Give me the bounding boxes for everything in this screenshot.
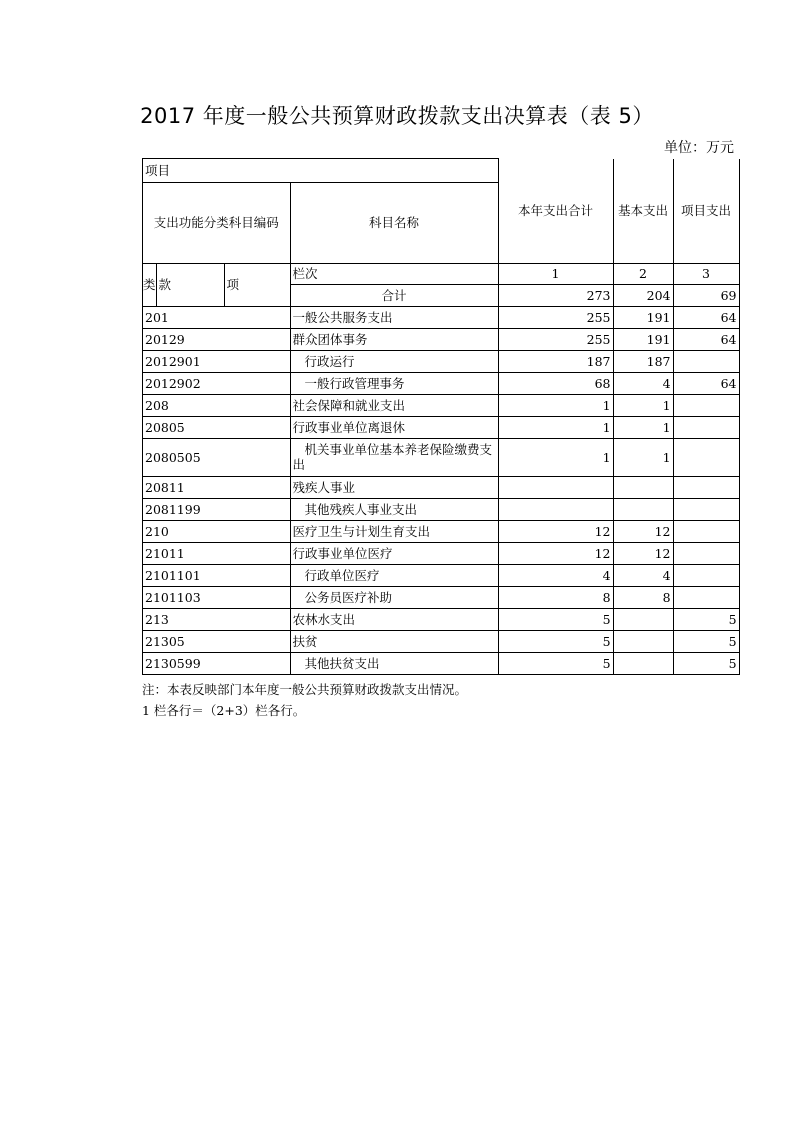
total-sum: 273 bbox=[498, 284, 613, 306]
total-basic: 204 bbox=[613, 284, 673, 306]
row-name: 扶贫 bbox=[290, 630, 498, 652]
row-name: 行政事业单位离退休 bbox=[290, 416, 498, 438]
table-row bbox=[143, 652, 740, 674]
row-basic: 191 bbox=[613, 306, 673, 328]
total-label: 合计 bbox=[290, 284, 498, 306]
table-row bbox=[143, 372, 740, 394]
row-name: 群众团体事务 bbox=[290, 328, 498, 350]
row-name: 一般公共服务支出 bbox=[290, 306, 498, 328]
row-project: 64 bbox=[673, 306, 739, 328]
row-basic: 12 bbox=[613, 520, 673, 542]
row-basic bbox=[613, 498, 673, 520]
row-project bbox=[673, 394, 739, 416]
table-row bbox=[143, 350, 740, 372]
row-project bbox=[673, 476, 739, 498]
row-code: 201 bbox=[143, 306, 291, 328]
row-basic: 187 bbox=[613, 350, 673, 372]
row-name: 医疗卫生与计划生育支出 bbox=[290, 520, 498, 542]
row-basic: 4 bbox=[613, 372, 673, 394]
page-title: 2017 年度一般公共预算财政拨款支出决算表（表 5） bbox=[140, 104, 654, 128]
row-total: 5 bbox=[498, 630, 613, 652]
table-row bbox=[143, 416, 740, 438]
row-code: 2081199 bbox=[143, 498, 291, 520]
table-row bbox=[143, 520, 740, 542]
table-row bbox=[143, 328, 740, 350]
row-basic bbox=[613, 476, 673, 498]
row-name: 行政事业单位医疗 bbox=[290, 542, 498, 564]
table-row bbox=[143, 542, 740, 564]
table-row bbox=[143, 394, 740, 416]
row-project: 64 bbox=[673, 372, 739, 394]
row-total: 1 bbox=[498, 394, 613, 416]
table-row bbox=[143, 438, 740, 476]
row-project bbox=[673, 416, 739, 438]
name-header: 科目名称 bbox=[290, 183, 498, 263]
col-total-header: 本年支出合计 bbox=[498, 159, 613, 264]
row-project bbox=[673, 542, 739, 564]
col-number-2: 2 bbox=[613, 263, 673, 284]
row-name: 一般行政管理事务 bbox=[290, 372, 498, 394]
row-name bbox=[290, 438, 498, 476]
table-row bbox=[143, 630, 740, 652]
code-header: 支出功能分类科目编码 bbox=[143, 183, 291, 263]
row-total: 255 bbox=[498, 328, 613, 350]
row-code: 213 bbox=[143, 608, 291, 630]
row-project bbox=[673, 520, 739, 542]
row-code: 208 bbox=[143, 394, 291, 416]
col-basic-header: 基本支出 bbox=[613, 159, 673, 264]
row-code: 2080505 bbox=[143, 438, 291, 476]
row-basic bbox=[613, 630, 673, 652]
row-code: 210 bbox=[143, 520, 291, 542]
row-code: 20805 bbox=[143, 416, 291, 438]
row-name: 行政单位医疗 bbox=[290, 564, 498, 586]
table-row bbox=[143, 498, 740, 520]
row-total: 4 bbox=[498, 564, 613, 586]
total-project: 69 bbox=[673, 284, 739, 306]
row-project: 5 bbox=[673, 630, 739, 652]
row-code: 2012902 bbox=[143, 372, 291, 394]
row-name: 残疾人事业 bbox=[290, 476, 498, 498]
lei-header: 类 bbox=[143, 263, 157, 306]
row-basic: 4 bbox=[613, 564, 673, 586]
row-project bbox=[673, 564, 739, 586]
row-name: 行政运行 bbox=[290, 350, 498, 372]
row-basic: 1 bbox=[613, 438, 673, 476]
col-number-3: 3 bbox=[673, 263, 739, 284]
table-notes bbox=[142, 679, 467, 721]
row-code: 2101101 bbox=[143, 564, 291, 586]
table-row bbox=[143, 476, 740, 498]
kuan-header: 款 bbox=[156, 263, 224, 306]
row-project bbox=[673, 498, 739, 520]
row-code: 20811 bbox=[143, 476, 291, 498]
xiang-header: 项 bbox=[224, 263, 290, 306]
row-basic: 191 bbox=[613, 328, 673, 350]
row-total: 12 bbox=[498, 542, 613, 564]
row-basic: 8 bbox=[613, 586, 673, 608]
row-code: 21305 bbox=[143, 630, 291, 652]
table-row bbox=[143, 608, 740, 630]
row-project bbox=[673, 586, 739, 608]
row-name: 农林水支出 bbox=[290, 608, 498, 630]
row-name: 公务员医疗补助 bbox=[290, 586, 498, 608]
note-line-1: 注：本表反映部门本年度一般公共预算财政拨款支出情况。 bbox=[142, 682, 468, 697]
row-basic: 12 bbox=[613, 542, 673, 564]
unit-label: 单位：万元 bbox=[664, 140, 734, 156]
row-total: 8 bbox=[498, 586, 613, 608]
col-number-1: 1 bbox=[498, 263, 613, 284]
budget-table bbox=[142, 158, 740, 675]
row-basic: 1 bbox=[613, 394, 673, 416]
row-basic bbox=[613, 652, 673, 674]
row-total bbox=[498, 498, 613, 520]
row-total: 1 bbox=[498, 438, 613, 476]
row-total: 1 bbox=[498, 416, 613, 438]
row-project bbox=[673, 438, 739, 476]
project-header: 项目 bbox=[143, 159, 499, 183]
row-total: 255 bbox=[498, 306, 613, 328]
row-project: 5 bbox=[673, 608, 739, 630]
row-name: 其他扶贫支出 bbox=[290, 652, 498, 674]
row-total: 187 bbox=[498, 350, 613, 372]
row-name-text: 机关事业单位基本养老保险缴费支出 bbox=[292, 442, 493, 472]
row-total: 12 bbox=[498, 520, 613, 542]
table-row bbox=[143, 564, 740, 586]
row-code: 2130599 bbox=[143, 652, 291, 674]
row-project: 5 bbox=[673, 652, 739, 674]
lanci-label: 栏次 bbox=[290, 263, 498, 284]
row-project bbox=[673, 350, 739, 372]
row-code: 2012901 bbox=[143, 350, 291, 372]
row-basic bbox=[613, 608, 673, 630]
row-total: 5 bbox=[498, 608, 613, 630]
row-code: 21011 bbox=[143, 542, 291, 564]
row-basic: 1 bbox=[613, 416, 673, 438]
row-code: 20129 bbox=[143, 328, 291, 350]
col-project-header: 项目支出 bbox=[673, 159, 739, 264]
note-line-2: 1 栏各行＝（2+3）栏各行。 bbox=[142, 703, 306, 718]
row-name: 其他残疾人事业支出 bbox=[290, 498, 498, 520]
row-total: 68 bbox=[498, 372, 613, 394]
row-name: 社会保障和就业支出 bbox=[290, 394, 498, 416]
table-row bbox=[143, 306, 740, 328]
table-row bbox=[143, 586, 740, 608]
row-total: 5 bbox=[498, 652, 613, 674]
row-code: 2101103 bbox=[143, 586, 291, 608]
row-total bbox=[498, 476, 613, 498]
row-project: 64 bbox=[673, 328, 739, 350]
